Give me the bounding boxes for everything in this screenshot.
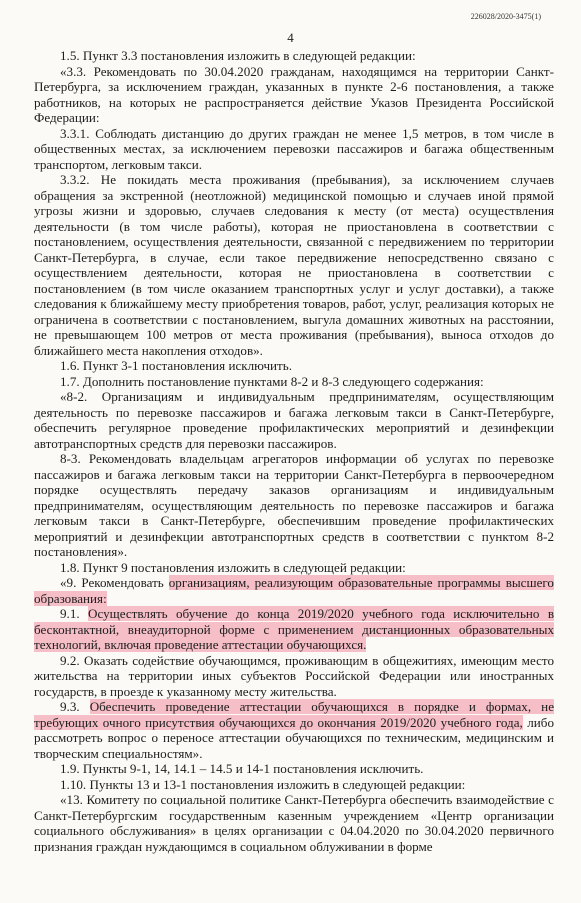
paragraph xyxy=(34,699,554,761)
text-segment: 3.3.1. Соблюдать дистанцию до других граждан не менее 1,5 метров, в том числе в общественных местах, за исключением перевозки пассажиров и багажа общественным транспортом, легковым такси. xyxy=(34,125,554,172)
paragraph xyxy=(34,451,554,560)
text-segment: 3.3.2. Не покидать места проживания (пребывания), за исключением случаев обращения за экстренной (неотложной) медицинской помощью и случаев иной прямой угрозы жизни и здоровью, случаев следования к месту (от места) осуществления деятельности (в том числе работы), которая не приостановлена в соответствии с постановлением, осуществления деятельности, связанной с передвижением по территории Санкт-Петербурга, в случае, если такое передвижение непосредственно связано с осуществлением деятельности, которая не приостановлена в соответствии с постановлением (в том числе оказанием транспортных услуг и услуг доставки), а также следования к ближайшему месту приобретения товаров, работ, услуг, реализация которых не ограничена в соответствии с постановлением, выгула домашних животных на расстоянии, не превышающем 100 метров от места проживания (пребывания), выноса отходов до ближайшего места накопления отходов». xyxy=(34,172,554,358)
text-segment: 1.10. Пункты 13 и 13-1 постановления изложить в следующей редакции: xyxy=(60,776,466,792)
paragraph xyxy=(34,792,554,854)
document-body xyxy=(34,48,554,854)
text-segment: 9.2. Оказать содействие обучающимся, проживающим в общежитиях, имеющим место жительства на территории иных субъектов Российской Федерации или иностранных государств, в проезде к указанному месту жительства. xyxy=(34,652,554,699)
text-segment: «9. Рекомендовать xyxy=(60,575,169,590)
paragraph xyxy=(34,777,554,793)
text-segment: «3.3. Рекомендовать по 30.04.2020 гражданам, находящимся на территории Санкт-Петербурга, за исключением граждан, указанных в пункте 2-6 постановления, а также работников, на которых не распространяется действие Указов Президента Российской Федерации: xyxy=(34,63,554,125)
paragraph xyxy=(34,374,554,390)
highlighted-text: Осуществлять обучение до конца 2019/2020 учебного года исключительно в бесконтактной, внеаудиторной форме с применением дистанционных образовательных технологий, включая проведение аттестации обучающихся. xyxy=(34,606,555,652)
paragraph xyxy=(34,761,554,777)
highlighted-text: организациям, реализующим образовательные программы высшего образования: xyxy=(34,575,554,606)
text-segment: 1.5. Пункт 3.3 постановления изложить в следующей редакции: xyxy=(60,48,416,63)
paragraph xyxy=(34,560,554,576)
text-segment: «8-2. Организациям и индивидуальным предпринимателям, осуществляющим деятельность по перевозке пассажиров и багажа легковым такси в Санкт-Петербурге, обеспечить регулярное проведение профилактических мероприятий и дезинфекции автотранспортных средств для перевозки пассажиров. xyxy=(34,389,554,451)
text-segment: 1.8. Пункт 9 постановления изложить в следующей редакции: xyxy=(60,559,406,575)
paragraph xyxy=(34,172,554,358)
text-segment: 9.1. xyxy=(60,606,88,621)
paragraph xyxy=(34,389,554,451)
paragraph xyxy=(34,358,554,374)
text-segment: 9.3. xyxy=(60,699,90,714)
text-segment: 8-3. Рекомендовать владельцам агрегаторов информации об услугах по перевозке пассажиров и багажа легковым такси на территории Санкт-Петербурга в первоочередном порядке осуществлять передачу заказов организациям и индивидуальным предпринимателям, осуществляющим деятельность по перевозке пассажиров и багажа легковым такси в Санкт-Петербурге, обеспечившим проведение профилактических мероприятий и дезинфекции автотранспортных средств в соответствии с пунктом 8-2 постановления». xyxy=(34,451,554,559)
document-number: 226028/2020-3475(1) xyxy=(470,12,541,21)
paragraph xyxy=(34,126,554,173)
text-segment: 1.6. Пункт 3-1 постановления исключить. xyxy=(60,358,292,373)
paragraph xyxy=(34,575,554,606)
text-segment: 1.7. Дополнить постановление пунктами 8-2 и 8-3 следующего содержания: xyxy=(60,373,484,389)
highlighted-text: Обеспечить проведение аттестации обучающихся в порядке и формах, не требующих очного присутствия обучающихся до окончания 2019/2020 учебного года, xyxy=(34,699,555,730)
page-number: 4 xyxy=(287,30,294,45)
paragraph xyxy=(34,606,554,653)
text-segment: «13. Комитету по социальной политике Санкт-Петербурга обеспечить взаимодействие с Санкт-Петербургским государственным казенным учреждением «Центр организации социального обслуживания» в целях организации с 04.04.2020 по 30.04.2020 первичного признания граждан нуждающимся в социальном облуживании в форме xyxy=(34,792,554,854)
paragraph xyxy=(34,64,554,126)
text-segment: 1.9. Пункты 9-1, 14, 14.1 – 14.5 и 14-1 постановления исключить. xyxy=(60,761,424,776)
paragraph xyxy=(34,653,554,700)
paragraph xyxy=(34,48,554,64)
text-segment: либо рассмотреть вопрос о переносе аттестации обучающихся по техническим, медицинским и творческим специальностям». xyxy=(34,714,554,761)
